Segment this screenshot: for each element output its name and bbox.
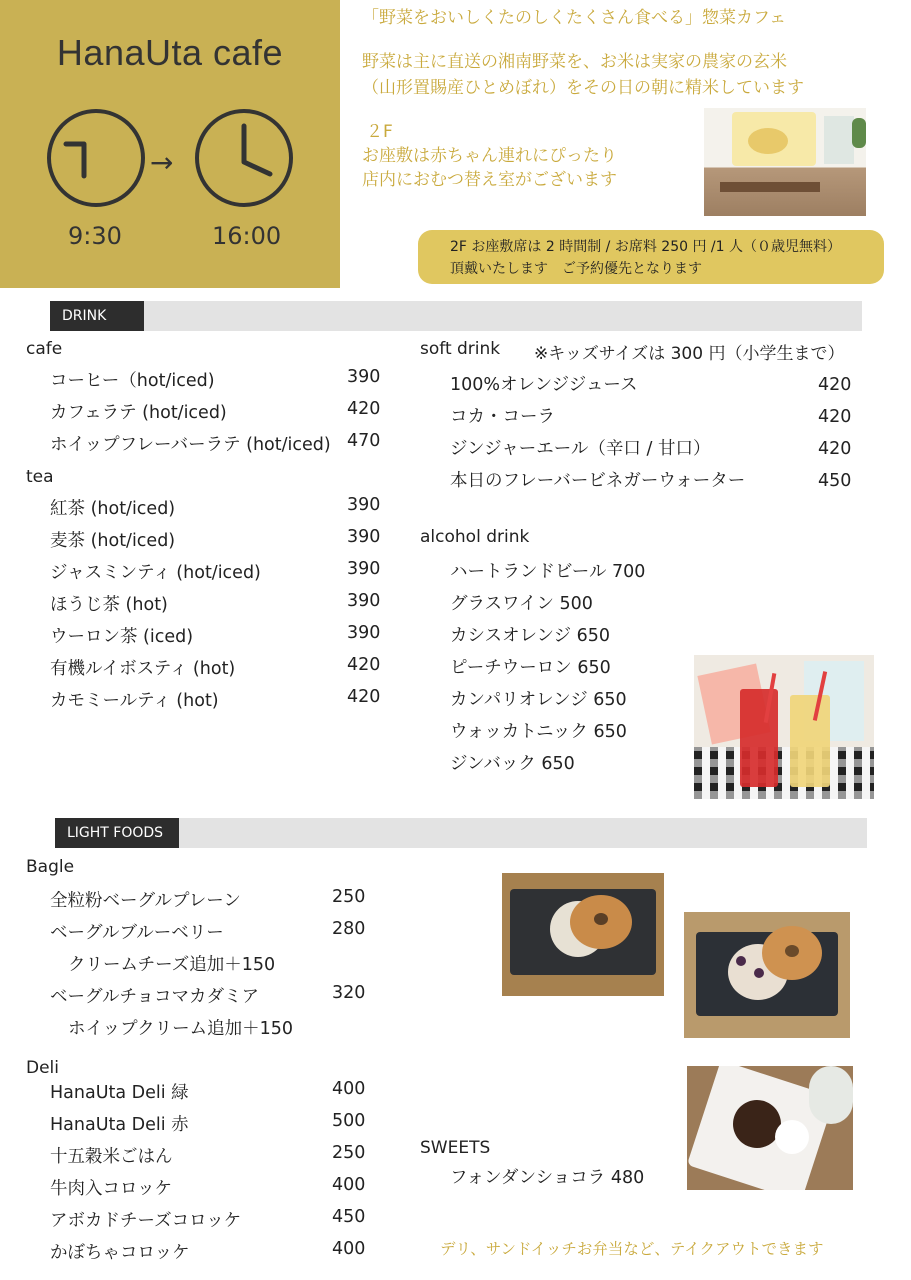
menu-item: フォンダンショコラ 480: [450, 1168, 645, 1188]
menu-item-price: 420: [818, 407, 852, 427]
bagel-plain-photo: [502, 873, 664, 996]
menu-item-price: 500: [332, 1111, 366, 1131]
menu-item-price: 390: [347, 623, 381, 643]
menu-item-price: 450: [332, 1207, 366, 1227]
tea-category: tea: [26, 467, 54, 487]
menu-item: ピーチウーロン 650: [450, 658, 611, 678]
floor-line-2: 店内におむつ替え室がございます: [362, 170, 617, 190]
arrow-right-icon: →: [150, 146, 174, 179]
menu-item-price: 320: [332, 983, 366, 1003]
menu-item-name: 紅茶 (hot/iced): [50, 499, 176, 519]
menu-item-price: 390: [347, 367, 381, 387]
intro-line-1: 野菜は主に直送の湘南野菜を、お米は実家の農家の玄米: [362, 52, 787, 72]
menu-item-name: コーヒー（hot/iced): [50, 371, 215, 391]
menu-item-name: 有機ルイボスティ (hot): [50, 659, 236, 679]
menu-item: カンパリオレンジ 650: [450, 690, 627, 710]
menu-item-price: 420: [347, 399, 381, 419]
drinks-photo: [694, 655, 874, 799]
menu-item-price: 250: [332, 1143, 366, 1163]
menu-item-price: 420: [347, 687, 381, 707]
menu-item-name: ベーグルブルーベリー: [50, 923, 224, 943]
menu-item-name: ジンジャーエール（辛口 / 甘口）: [450, 439, 711, 459]
menu-item-name: 十五穀米ごはん: [50, 1147, 173, 1167]
deli-category: Deli: [26, 1058, 59, 1078]
cafe-category: cafe: [26, 339, 63, 359]
soft-drink-category: soft drink: [420, 339, 501, 359]
menu-item-name: HanaUta Deli 緑: [50, 1083, 189, 1103]
takeout-note: デリ、サンドイッチお弁当など、テイクアウトできます: [440, 1240, 824, 1258]
close-time: 16:00: [212, 222, 282, 250]
menu-item-name: カモミールティ (hot): [50, 691, 219, 711]
menu-item-price: 420: [818, 375, 852, 395]
room-photo: [704, 108, 866, 216]
menu-item-price: 400: [332, 1239, 366, 1259]
kids-size-note: ※キッズサイズは 300 円（小学生まで）: [534, 344, 845, 364]
seat-notice: [418, 230, 884, 284]
intro-line-2: （山形置賜産ひとめぼれ）をその日の朝に精米しています: [362, 78, 804, 98]
menu-item-price: 420: [818, 439, 852, 459]
menu-item: グラスワイン 500: [450, 594, 593, 614]
sweets-category: SWEETS: [420, 1138, 491, 1158]
menu-item-price: 390: [347, 527, 381, 547]
seat-notice-line-2: 頂戴いたします ご予約優先となります: [450, 261, 702, 277]
menu-item-name: 全粒粉ベーグルプレーン: [50, 891, 241, 911]
menu-item-name: アボカドチーズコロッケ: [50, 1211, 242, 1231]
menu-item-price: 450: [818, 471, 852, 491]
menu-item-name: ジャスミンティ (hot/iced): [50, 563, 261, 583]
bagle-category: Bagle: [26, 857, 75, 877]
menu-item-price: 470: [347, 431, 381, 451]
menu-item-name: ウーロン茶 (iced): [50, 627, 194, 647]
menu-item-price: 400: [332, 1079, 366, 1099]
cafe-title: HanaUta cafe: [56, 32, 284, 73]
menu-item: カシスオレンジ 650: [450, 626, 611, 646]
alcohol-category: alcohol drink: [420, 527, 530, 547]
menu-item: ウォッカトニック 650: [450, 722, 627, 742]
menu-item: ジンバック 650: [450, 754, 575, 774]
tagline: 「野菜をおいしくたのしくたくさん食べる」惣菜カフェ: [362, 8, 787, 28]
drink-section-band: [50, 301, 862, 331]
menu-item-name: 牛肉入コロッケ: [50, 1179, 173, 1199]
menu-item-price: 390: [347, 559, 381, 579]
menu-item-name: かぼちゃコロッケ: [50, 1243, 190, 1263]
menu-item-price: 250: [332, 887, 366, 907]
menu-item-name: 100%オレンジジュース: [450, 375, 638, 395]
menu-item-name: 麦茶 (hot/iced): [50, 531, 176, 551]
light-foods-section-label: LIGHT FOODS: [55, 818, 179, 848]
menu-item-price: 390: [347, 495, 381, 515]
fondant-chocolat-photo: [687, 1066, 853, 1190]
menu-item-price: 280: [332, 919, 366, 939]
menu-item-price: 420: [347, 655, 381, 675]
open-time: 9:30: [68, 222, 122, 250]
floor-label: ２F: [366, 122, 393, 142]
light-foods-section-band: [55, 818, 867, 848]
menu-item-name: ホイップフレーバーラテ (hot/iced): [50, 435, 331, 455]
menu-item-name: ベーグルチョコマカダミア: [50, 987, 259, 1007]
menu-item: ハートランドビール 700: [450, 562, 646, 582]
menu-item-name: HanaUta Deli 赤: [50, 1115, 189, 1135]
open-clock-icon: [44, 106, 148, 210]
menu-item-name: ほうじ茶 (hot): [50, 595, 168, 615]
menu-item-name: カフェラテ (hot/iced): [50, 403, 227, 423]
menu-item-name: ホイップクリーム追加＋150: [68, 1019, 294, 1039]
menu-item-name: 本日のフレーバービネガーウォーター: [450, 471, 746, 491]
seat-notice-line-1: 2F お座敷席は 2 時間制 / お席料 250 円 /1 人（０歳児無料）: [450, 239, 841, 255]
drink-section-label: DRINK: [50, 301, 144, 331]
floor-line-1: お座敷は赤ちゃん連れにぴったり: [362, 146, 617, 166]
menu-item-price: 400: [332, 1175, 366, 1195]
menu-item-price: 390: [347, 591, 381, 611]
bagel-blueberry-photo: [684, 912, 850, 1038]
close-clock-icon: [192, 106, 296, 210]
menu-item-name: クリームチーズ追加＋150: [68, 955, 276, 975]
menu-item-name: コカ・コーラ: [450, 407, 555, 427]
